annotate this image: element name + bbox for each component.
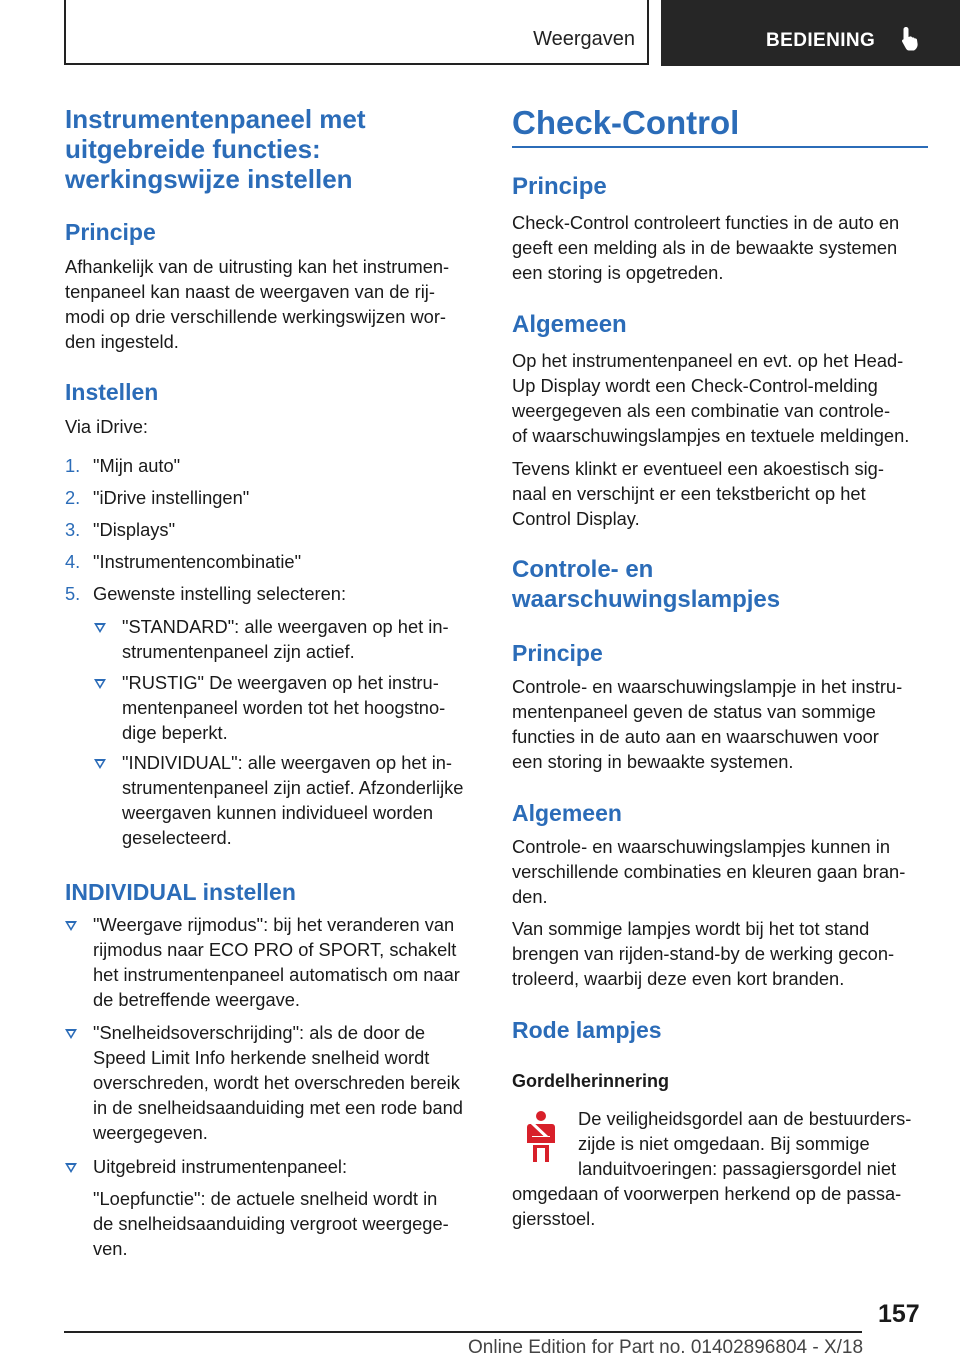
- footer-rule: [64, 1331, 862, 1333]
- section-name: Weergaven: [533, 28, 635, 50]
- seatbelt-warning-icon: [522, 1110, 560, 1164]
- bullet-triangle-icon: [94, 623, 106, 633]
- footer-edition: Online Edition for Part no. 01402896804 - X/18: [468, 1337, 864, 1358]
- chapter-name: BEDIENING: [766, 30, 876, 51]
- step-number: 2.: [65, 487, 81, 508]
- step-text: "iDrive instellingen": [93, 487, 250, 508]
- heading-gordelherinnering: Gordelherinnering: [512, 1071, 670, 1091]
- paragraph-principe: Afhankelijk van de uitrusting kan het instrumen‐ tenpaneel kan naast de weergaven van de rij‐ modi op drie verschillende werkingswijzen wor‐ den ingesteld.: [65, 256, 450, 352]
- heading-algemeen: Algemeen: [512, 311, 627, 338]
- mode-rustig: "RUSTIG" De weergaven op het instru‐ mentenpaneel worden tot het hoogstno‐ dige beperkt.: [122, 672, 446, 743]
- paragraph-principe: Check-Control controleert functies in de auto en geeft een melding als in de bewaakte systemen een storing is opgetreden.: [512, 212, 900, 283]
- page-number: 157: [878, 1300, 920, 1328]
- bullet-triangle-icon: [65, 921, 77, 931]
- paragraph-via-idrive: Via iDrive:: [65, 416, 148, 437]
- paragraph-algemeen-lampjes-2: Van sommige lampjes wordt bij het tot stand brengen van rijden-stand-by de werking gecon‐ troleerd, waarbij deze even kort branden.: [512, 918, 895, 989]
- step-text: "Mijn auto": [93, 455, 181, 476]
- step-text: "Displays": [93, 519, 176, 540]
- heading-principe: Principe: [65, 219, 156, 245]
- section-title-check-control: Check-Control: [512, 104, 740, 141]
- heading-rode-lampjes: Rode lampjes: [512, 1017, 662, 1043]
- heading-principe-lampjes: Principe: [512, 640, 603, 666]
- bullet-triangle-icon: [65, 1029, 77, 1039]
- pointing-hand-icon: [896, 24, 926, 54]
- mode-individual: "INDIVIDUAL": alle weergaven op het in‐ strumentenpaneel zijn actief. Afzonderlijke weergaven kunnen individueel worden geselecteerd.: [122, 752, 464, 848]
- step-number: 5.: [65, 583, 81, 604]
- paragraph-gordel-a: De veiligheidsgordel aan de bestuurders‐ zijde is niet omgedaan. Bij sommige landuitvoeringen: passagiersgordel niet: [578, 1108, 912, 1179]
- paragraph-algemeen-lampjes-1: Controle- en waarschuwingslampjes kunnen in verschillende combinaties en kleuren gaan bran‐ den.: [512, 836, 906, 907]
- chapter-tab: [661, 0, 960, 66]
- bullet-triangle-icon: [65, 1163, 77, 1173]
- heading-principe: Principe: [512, 173, 607, 200]
- step-number: 1.: [65, 455, 81, 476]
- paragraph-algemeen-2: Tevens klinkt er eventueel een akoestisch sig‐ naal en verschijnt er een tekstbericht op het Control Display.: [512, 458, 884, 529]
- individual-item-rijmodus: "Weergave rijmodus": bij het veranderen van rijmodus naar ECO PRO of SPORT, schakelt het instrumentenpaneel automatisch om naar de betreffende weergave.: [93, 914, 460, 1010]
- individual-item-snelheid: "Snelheidsoverschrijding": als de door de Speed Limit Info herkende snelheid wordt overschreden, wordt het overschreden bereik in de snelheidsaanduiding met een rode band weergegeven.: [93, 1022, 463, 1143]
- mode-standard: "STANDARD": alle weergaven op het in‐ strumentenpaneel zijn actief.: [122, 616, 449, 662]
- individual-item-uitgebreid: Uitgebreid instrumentenpaneel:: [93, 1156, 348, 1177]
- heading-controle-waarschuwingslampjes: Controle- en waarschuwingslampjes: [512, 556, 781, 613]
- running-header-section-box: [64, 0, 649, 65]
- heading-individual-instellen: INDIVIDUAL instellen: [65, 879, 296, 905]
- paragraph-gordel-b: omgedaan of voorwerpen herkend op de passa‐ giersstoel.: [512, 1183, 902, 1229]
- paragraph-algemeen-1: Op het instrumentenpaneel en evt. op het Head- Up Display wordt een Check-Control-melding weergegeven als een combinatie van controle- of waarschuwingslampjes en textuele meldingen.: [512, 350, 910, 446]
- step-number: 3.: [65, 519, 81, 540]
- heading-instellen: Instellen: [65, 379, 159, 405]
- bullet-triangle-icon: [94, 759, 106, 769]
- step-text: "Instrumentencombinatie": [93, 551, 302, 572]
- title-underline: [512, 146, 928, 148]
- step-text: Gewenste instelling selecteren:: [93, 583, 347, 604]
- paragraph-loepfunctie: "Loepfunctie": de actuele snelheid wordt in de snelheidsaanduiding vergroot weergege‐ ven.: [93, 1188, 449, 1259]
- step-number: 4.: [65, 551, 81, 572]
- heading-algemeen-lampjes: Algemeen: [512, 800, 622, 826]
- paragraph-principe-lampjes: Controle- en waarschuwingslampje in het instru‐ mentenpaneel geven de status van sommige functies in de auto aan en waarschuwen voor een storing in bewaakte systemen.: [512, 676, 903, 772]
- section-title-instrumentenpaneel: Instrumentenpaneel met uitgebreide functies: werkingswijze instellen: [65, 104, 366, 194]
- bullet-triangle-icon: [94, 679, 106, 689]
